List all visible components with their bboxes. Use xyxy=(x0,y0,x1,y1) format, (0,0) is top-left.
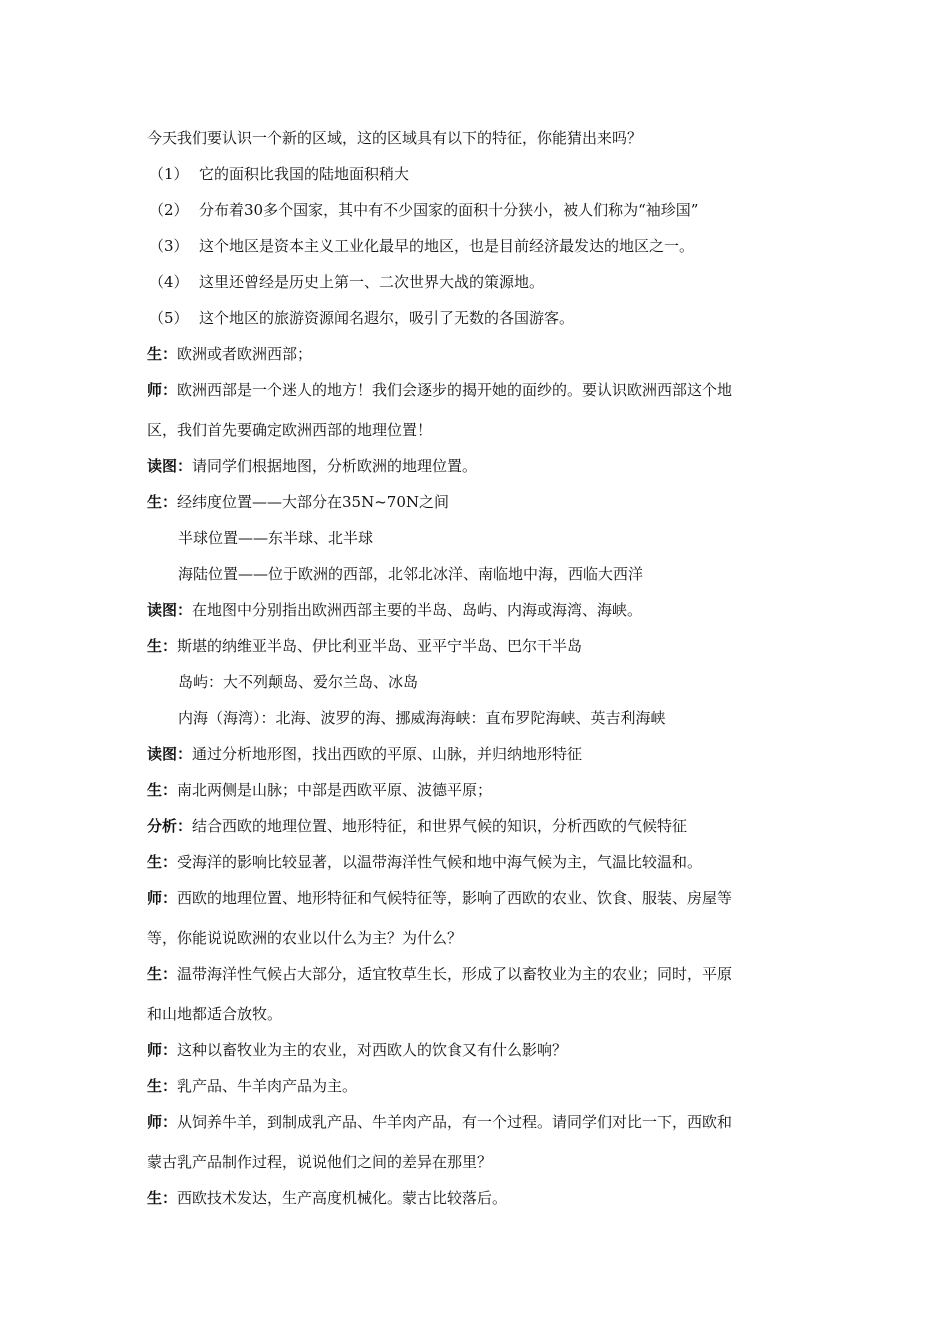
speaker-label: 分析： xyxy=(147,817,193,835)
dialogue-line xyxy=(147,1076,357,1096)
dialogue-line xyxy=(147,780,492,800)
speaker-label: 生： xyxy=(147,493,178,511)
feature-text: 它的面积比我国的陆地面积稍大 xyxy=(199,165,410,183)
dialogue-text: 欧洲西部是一个迷人的地方！我们会逐步的揭开她的面纱的。要认识欧洲西部这个地 xyxy=(177,381,733,399)
speaker-label: 师： xyxy=(147,381,178,399)
dialogue-line xyxy=(147,1004,282,1024)
dialogue-text: 欧洲或者欧洲西部； xyxy=(177,345,313,363)
feature-text: 这里还曾经是历史上第一、二次世界大战的策源地。 xyxy=(199,273,545,291)
dialogue-line xyxy=(147,1112,732,1132)
dialogue-line xyxy=(147,1188,507,1208)
dialogue-text: 内海（海湾）：北海、波罗的海、挪威海海峡：直布罗陀海峡、英吉利海峡 xyxy=(178,709,666,727)
speaker-label: 读图： xyxy=(147,745,193,763)
dialogue-line xyxy=(147,492,449,512)
dialogue-text: 等，你能说说欧洲的农业以什么为主？为什么？ xyxy=(147,929,463,947)
dialogue-text: 半球位置——东半球、北半球 xyxy=(178,529,374,547)
dialogue-text: 蒙古乳产品制作过程，说说他们之间的差异在那里？ xyxy=(147,1153,493,1171)
speaker-label: 生： xyxy=(147,1189,178,1207)
dialogue-text: 海陆位置——位于欧洲的西部，北邻北冰洋、南临地中海，西临大西洋 xyxy=(178,565,644,583)
dialogue-line xyxy=(178,564,643,584)
dialogue-line xyxy=(147,816,687,836)
dialogue-line xyxy=(147,344,312,364)
feature-item xyxy=(147,236,694,256)
dialogue-line xyxy=(178,528,373,548)
speaker-label: 生： xyxy=(147,965,178,983)
dialogue-line xyxy=(178,708,666,728)
dialogue-text: 和山地都适合放牧。 xyxy=(147,1005,283,1023)
dialogue-line xyxy=(147,928,462,948)
speaker-label: 生： xyxy=(147,853,178,871)
dialogue-text: 西欧技术发达，生产高度机械化。蒙古比较落后。 xyxy=(177,1189,508,1207)
dialogue-text: 岛屿：大不列颠岛、爱尔兰岛、冰岛 xyxy=(178,673,419,691)
feature-number: （4） xyxy=(149,273,189,291)
dialogue-line xyxy=(147,636,582,656)
dialogue-text: 区，我们首先要确定欧洲西部的地理位置！ xyxy=(147,421,433,439)
dialogue-text: 斯堪的纳维亚半岛、伊比利亚半岛、亚平宁半岛、巴尔干半岛 xyxy=(177,637,583,655)
dialogue-line xyxy=(178,672,418,692)
speaker-label: 读图： xyxy=(147,457,193,475)
speaker-label: 生： xyxy=(147,637,178,655)
dialogue-line xyxy=(147,1040,567,1060)
feature-item xyxy=(147,308,574,328)
dialogue-text: 经纬度位置——大部分在35N~70N之间 xyxy=(177,493,450,511)
dialogue-text: 南北两侧是山脉；中部是西欧平原、波德平原； xyxy=(177,781,493,799)
feature-number: （5） xyxy=(149,309,189,327)
dialogue-text: 从饲养牛羊，到制成乳产品、牛羊肉产品，有一个过程。请同学们对比一下，西欧和 xyxy=(177,1113,733,1131)
dialogue-text: 在地图中分别指出欧洲西部主要的半岛、岛屿、内海或海湾、海峡。 xyxy=(192,601,643,619)
feature-item xyxy=(147,200,698,220)
dialogue-text: 通过分析地形图，找出西欧的平原、山脉，并归纳地形特征 xyxy=(192,745,583,763)
dialogue-line xyxy=(147,888,732,908)
dialogue-line xyxy=(147,1152,492,1172)
dialogue-line xyxy=(147,744,582,764)
feature-number: （3） xyxy=(149,237,189,255)
dialogue-text: 这种以畜牧业为主的农业，对西欧人的饮食又有什么影响？ xyxy=(177,1041,568,1059)
dialogue-line xyxy=(147,600,642,620)
speaker-label: 生： xyxy=(147,1077,178,1095)
speaker-label: 师： xyxy=(147,1113,178,1131)
intro-text: 今天我们要认识一个新的区域，这的区域具有以下的特征，你能猜出来吗？ xyxy=(147,129,643,147)
dialogue-text: 结合西欧的地理位置、地形特征，和世界气候的知识，分析西欧的气候特征 xyxy=(192,817,688,835)
feature-number: （1） xyxy=(149,165,189,183)
feature-item xyxy=(147,164,409,184)
dialogue-line xyxy=(147,420,432,440)
dialogue-text: 请同学们根据地图，分析欧洲的地理位置。 xyxy=(192,457,478,475)
dialogue-text: 温带海洋性气候占大部分，适宜牧草生长，形成了以畜牧业为主的农业；同时，平原 xyxy=(177,965,733,983)
dialogue-line xyxy=(147,456,477,476)
dialogue-text: 受海洋的影响比较显著，以温带海洋性气候和地中海气候为主，气温比较温和。 xyxy=(177,853,703,871)
speaker-label: 师： xyxy=(147,889,178,907)
dialogue-text: 西欧的地理位置、地形特征和气候特征等，影响了西欧的农业、饮食、服装、房屋等 xyxy=(177,889,733,907)
speaker-label: 生： xyxy=(147,345,178,363)
feature-text: 这个地区是资本主义工业化最早的地区，也是目前经济最发达的地区之一。 xyxy=(199,237,695,255)
speaker-label: 生： xyxy=(147,781,178,799)
feature-text: 这个地区的旅游资源闻名遐尔，吸引了无数的各国游客。 xyxy=(199,309,575,327)
feature-number: （2） xyxy=(149,201,189,219)
feature-text: 分布着30多个国家，其中有不少国家的面积十分狭小，被人们称为“袖珍国” xyxy=(199,201,699,219)
speaker-label: 师： xyxy=(147,1041,178,1059)
speaker-label: 读图： xyxy=(147,601,193,619)
dialogue-line xyxy=(147,380,732,400)
dialogue-line xyxy=(147,852,702,872)
dialogue-text: 乳产品、牛羊肉产品为主。 xyxy=(177,1077,358,1095)
feature-item xyxy=(147,272,544,292)
dialogue-line xyxy=(147,964,732,984)
